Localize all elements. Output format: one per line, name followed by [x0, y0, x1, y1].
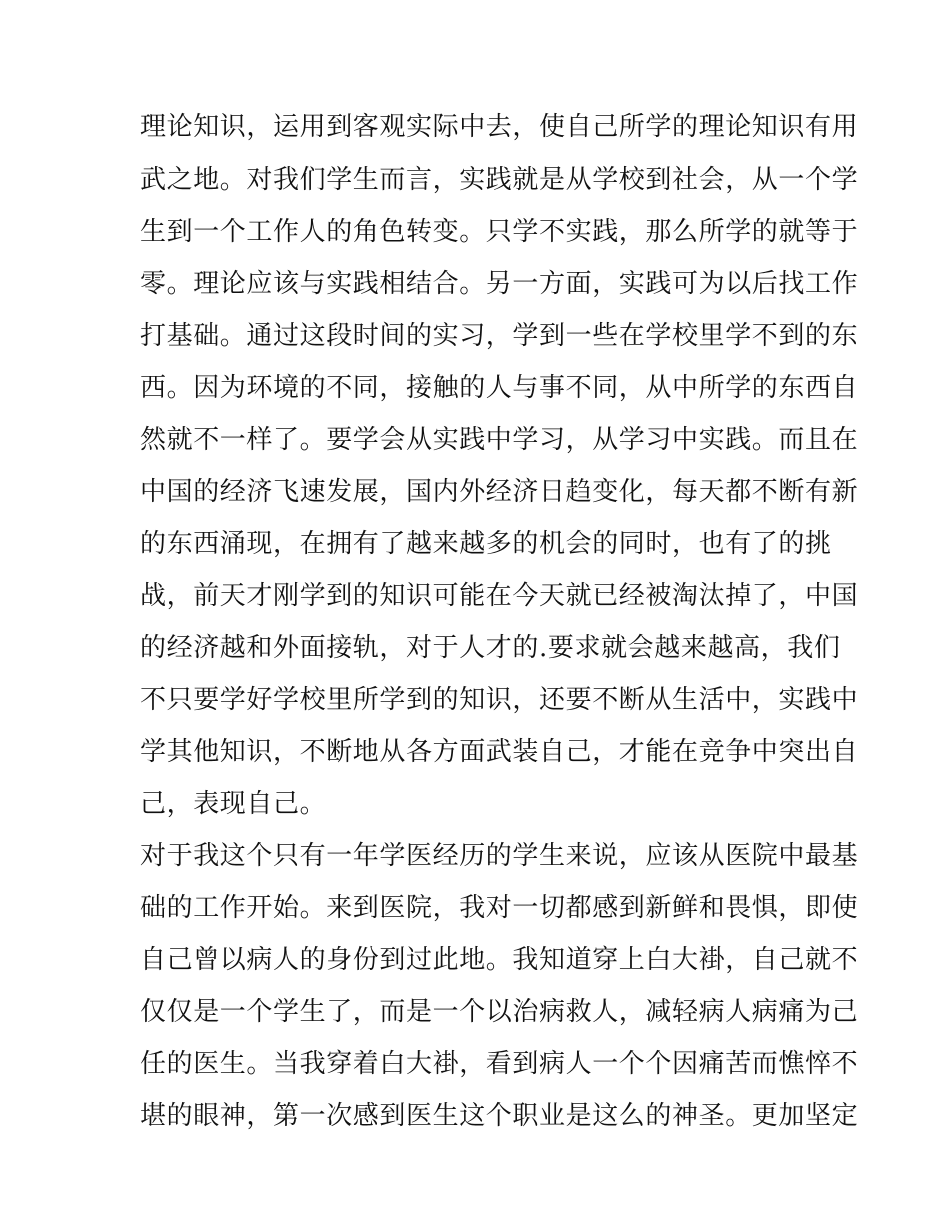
paragraph-1-line-7: 然就不一样了。要学会从实践中学习，从学习中实践。而且在	[140, 425, 859, 455]
paragraph-1-line-10: 战，前天才刚学到的知识可能在今天就已经被淘汰掉了，中国	[140, 581, 859, 611]
paragraph-2-line-2: 础的工作开始。来到医院，我对一切都感到新鲜和畏惧，即使	[140, 893, 859, 923]
paragraph-1-line-2: 武之地。对我们学生而言，实践就是从学校到社会，从一个学	[140, 165, 859, 195]
paragraph-1-line-4: 零。理论应该与实践相结合。另一方面，实践可为以后找工作	[140, 269, 859, 299]
paragraph-1-line-14: 己，表现自己。	[140, 789, 327, 819]
paragraph-1-line-3: 生到一个工作人的角色转变。只学不实践，那么所学的就等于	[140, 217, 859, 247]
paragraph-1-line-9: 的东西涌现，在拥有了越来越多的机会的同时，也有了的挑	[140, 529, 832, 559]
paragraph-2-line-6: 堪的眼神，第一次感到医生这个职业是这么的神圣。更加坚定	[140, 1101, 859, 1131]
paragraph-2-line-4: 仅仅是一个学生了，而是一个以治病救人，减轻病人病痛为己	[140, 997, 859, 1027]
paragraph-1-line-13: 学其他知识，不断地从各方面武装自己，才能在竞争中突出自	[140, 737, 859, 767]
paragraph-1-line-6: 西。因为环境的不同，接触的人与事不同，从中所学的东西自	[140, 373, 859, 403]
paragraph-2-line-1: 对于我这个只有一年学医经历的学生来说，应该从医院中最基	[140, 841, 859, 871]
paragraph-1-line-12: 不只要学好学校里所学到的知识，还要不断从生活中，实践中	[140, 685, 859, 715]
paragraph-2-line-5: 任的医生。当我穿着白大褂，看到病人一个个因痛苦而憔悴不	[140, 1049, 859, 1079]
paragraph-1-line-5: 打基础。通过这段时间的实习，学到一些在学校里学不到的东	[140, 321, 859, 351]
paragraph-1-line-11: 的经济越和外面接轨，对于人才的.要求就会越来越高，我们	[140, 633, 841, 663]
paragraph-1-line-1: 理论知识，运用到客观实际中去，使自己所学的理论知识有用	[140, 112, 859, 142]
paragraph-1-line-8: 中国的经济飞速发展，国内外经济日趋变化，每天都不断有新	[140, 477, 859, 507]
paragraph-2-line-3: 自己曾以病人的身份到过此地。我知道穿上白大褂，自己就不	[140, 945, 859, 975]
